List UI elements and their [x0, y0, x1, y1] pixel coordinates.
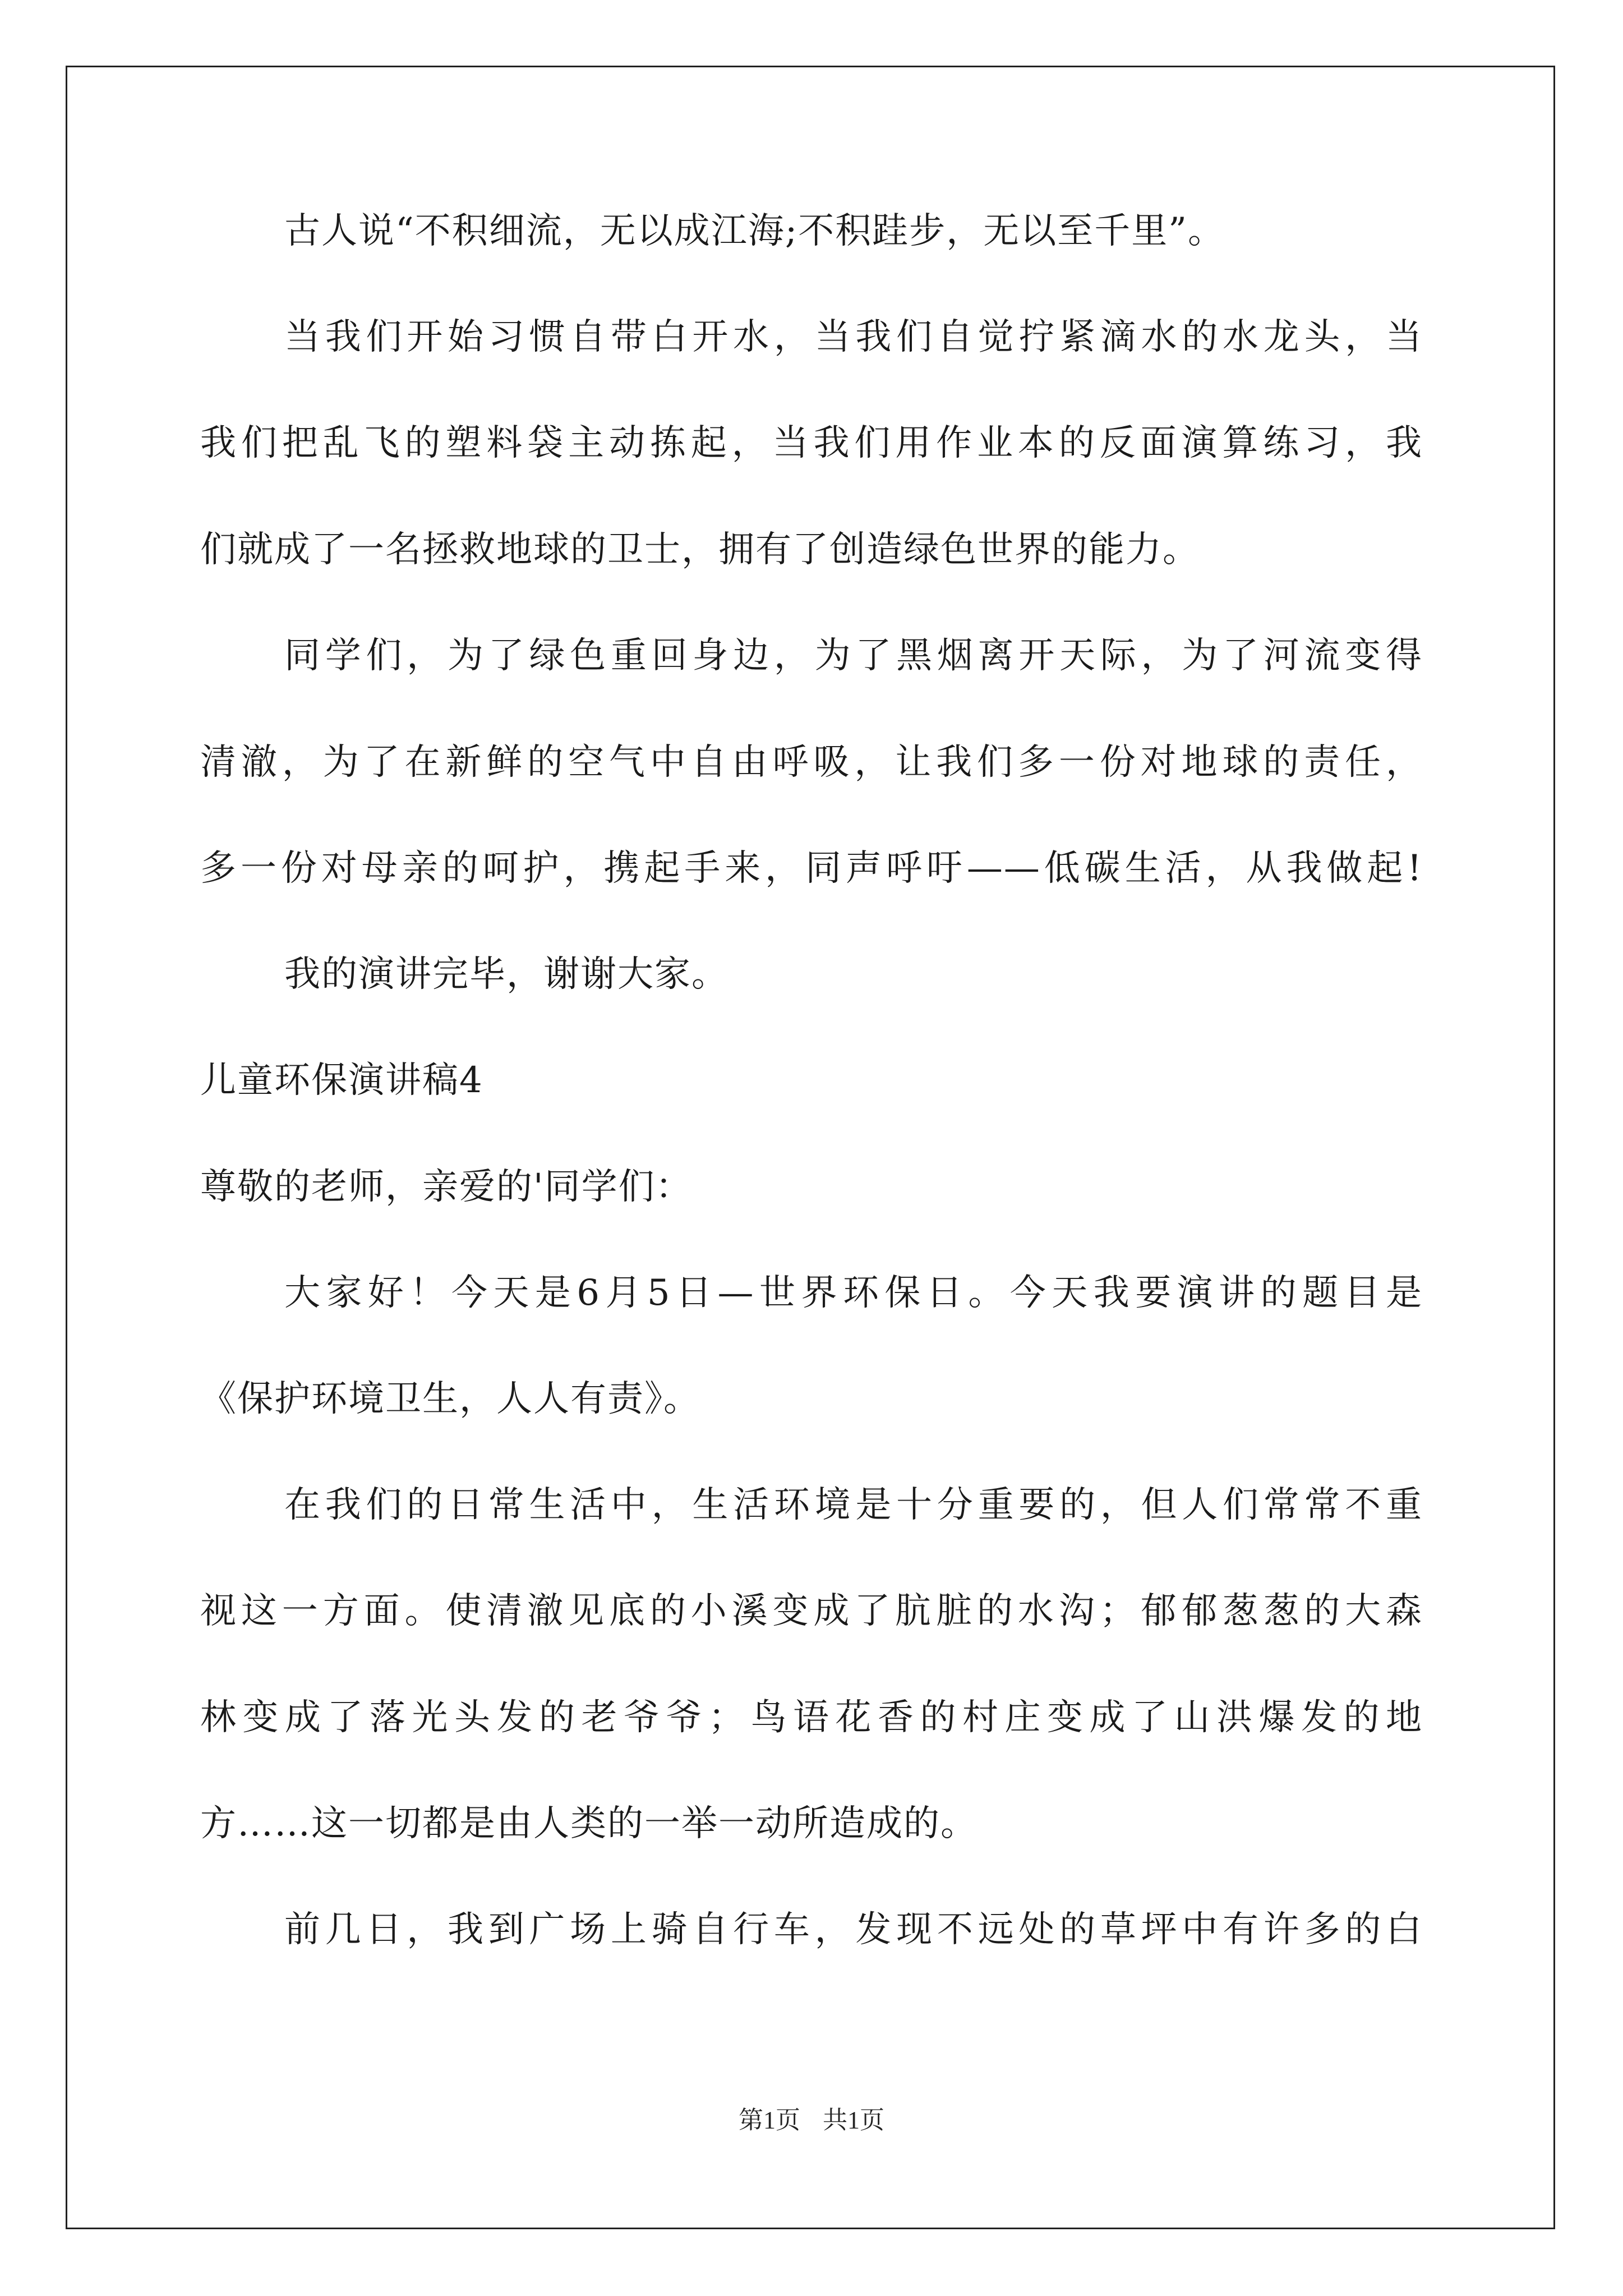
- page-number-current: 第1页: [739, 2106, 800, 2134]
- paragraph-line: 古人说“不积细流，无以成江海;不积跬步，无以至千里”。: [284, 210, 1225, 252]
- paragraph-line: 们就成了一名拯救地球的卫士，拥有了创造绿色世界的能力。: [200, 529, 1200, 570]
- paragraph-line: 林变成了落光头发的老爷爷；鸟语花香的村庄变成了山洪爆发的地: [200, 1697, 1423, 1738]
- section-title: 儿童环保演讲稿4: [200, 1060, 483, 1101]
- paragraph-line: 同学们，为了绿色重回身边，为了黑烟离开天际，为了河流变得: [284, 635, 1423, 677]
- salutation: 尊敬的老师，亲爱的'同学们：: [200, 1166, 693, 1208]
- paragraph-line: 视这一方面。使清澈见底的小溪变成了肮脏的水沟；郁郁葱葱的大森: [200, 1590, 1423, 1632]
- paragraph-line: 方……这一切都是由人类的一举一动所造成的。: [200, 1803, 978, 1844]
- page-number-total: 共1页: [823, 2106, 884, 2134]
- paragraph-line: 在我们的日常生活中，生活环境是十分重要的，但人们常常不重: [284, 1484, 1423, 1526]
- page-border: [66, 66, 1555, 2229]
- paragraph-line: 我的演讲完毕，谢谢大家。: [284, 954, 728, 995]
- page-footer: [0, 2108, 1623, 2133]
- paragraph-line: 大家好！今天是6月5日—世界环保日。今天我要演讲的题目是: [284, 1272, 1423, 1314]
- paragraph-line: 前几日，我到广场上骑自行车，发现不远处的草坪中有许多的白: [284, 1909, 1423, 1950]
- paragraph-line: 当我们开始习惯自带白开水，当我们自觉拧紧滴水的水龙头，当: [284, 316, 1423, 358]
- paragraph-line: 我们把乱飞的塑料袋主动拣起，当我们用作业本的反面演算练习，我: [200, 422, 1423, 464]
- paragraph-line: 清澈，为了在新鲜的空气中自由呼吸，让我们多一份对地球的责任，: [200, 742, 1423, 783]
- paragraph-line: 《保护环境卫生，人人有责》。: [200, 1378, 700, 1420]
- paragraph-line: 多一份对母亲的呵护，携起手来，同声呼吁——低碳生活，从我做起!: [200, 848, 1423, 889]
